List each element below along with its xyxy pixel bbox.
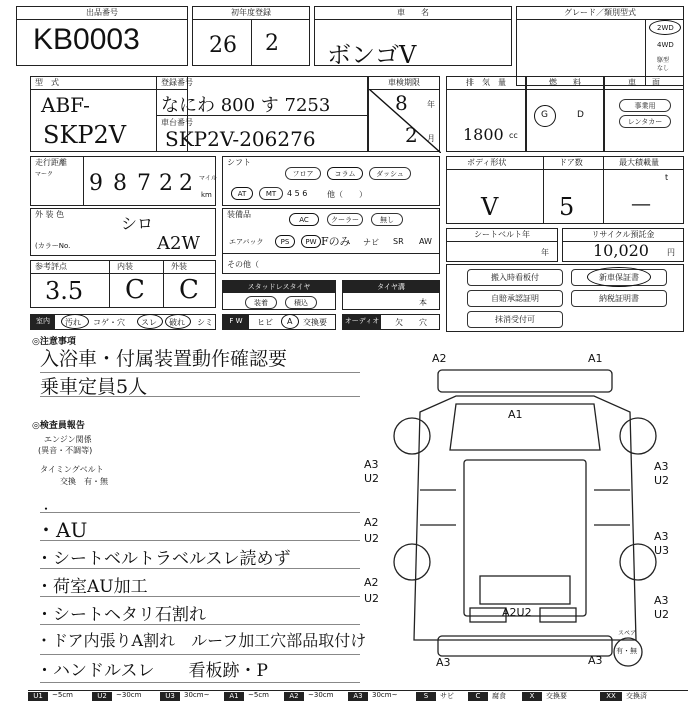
- report-item-2: ・シートベルトラベルスレ読めず: [36, 549, 291, 569]
- dmg-mark-16: A2U2: [502, 606, 532, 619]
- displacement-value: 1800: [463, 125, 504, 144]
- recycle-value: 10,020: [593, 241, 649, 260]
- model-prefix: ABF-: [41, 93, 90, 117]
- legend-u2: U2: [92, 692, 112, 701]
- ic-item-2: コゲ・穴: [93, 318, 125, 327]
- dmg-mark-14: A3: [654, 594, 669, 607]
- mileage-digit-3: 7: [137, 171, 151, 196]
- report-dot: ・: [40, 502, 53, 516]
- report-title: ◎検査員報告: [32, 421, 85, 431]
- ic-item-4: 破れ: [169, 318, 185, 327]
- ic-item-4-circle: [165, 314, 191, 329]
- color-no: A2W: [157, 233, 200, 254]
- fuel-d: D: [577, 110, 584, 120]
- notes-title: ◎注意事項: [32, 337, 76, 347]
- legend-a2-desc: ~30cm: [308, 691, 334, 699]
- grade-label: グレード／類別型式: [517, 7, 683, 20]
- shift-mt: MT: [259, 187, 283, 200]
- belt-year-char: 年: [541, 248, 549, 257]
- eq-pw-note: Fのみ: [321, 235, 351, 248]
- interior-label: 内装: [117, 262, 133, 271]
- fw-label: F W: [223, 315, 249, 329]
- body-label: ボディ形状: [467, 158, 507, 167]
- use-label: 車 面: [605, 77, 683, 90]
- dmg-mark-12: A2: [364, 576, 379, 589]
- doors-label: ドア数: [559, 158, 583, 167]
- belt-label: シートベルト年: [447, 229, 557, 242]
- use-commercial: 事業用: [619, 99, 671, 112]
- car-name-box: [314, 6, 512, 69]
- dmg-mark-17: A3: [436, 656, 451, 669]
- drive-4wd: 4WD: [657, 41, 674, 49]
- engine-label: エンジン関係: [44, 435, 92, 444]
- fw-item-2: A: [287, 317, 293, 326]
- eq-ac: AC: [289, 213, 319, 226]
- ic-item-3: スレ: [141, 318, 157, 327]
- eq-other: その他（: [227, 260, 259, 269]
- dmg-mark-8: A2: [364, 516, 379, 529]
- car-name-label: 車 名: [315, 7, 511, 20]
- eq-navi: ナビ: [363, 238, 379, 247]
- studless-label: スタッドレスタイヤ: [223, 281, 335, 293]
- studless-box: [222, 280, 336, 310]
- damage-legend: [28, 690, 688, 701]
- body-box: [446, 156, 684, 224]
- doc-tax: 納税証明書: [571, 290, 667, 307]
- notes-line-1: 入浴車・付属装置動作確認要: [40, 348, 288, 370]
- ic-item-3-circle: [137, 314, 163, 329]
- lot-number-label: 出品番号: [17, 7, 187, 20]
- doc-cancellation: 抹消受付可: [467, 311, 563, 328]
- dmg-mark-11: U3: [654, 544, 670, 557]
- legend-a1-desc: ~5cm: [248, 691, 269, 699]
- dmg-mark-13: U2: [364, 592, 380, 605]
- legend-a3: A3: [348, 692, 368, 701]
- spare-value: 有・無: [616, 647, 637, 655]
- report-item-3: ・荷室AU加工: [36, 577, 148, 597]
- equipment-label: 装備品: [227, 210, 251, 219]
- capacity-unit: t: [665, 173, 669, 182]
- score-label: 参考評点: [35, 262, 67, 271]
- car-name: ボンゴV: [327, 41, 417, 69]
- drive-other: 駆型 なし: [657, 57, 670, 72]
- lot-number: KB0003: [33, 23, 140, 56]
- dmg-mark-9: U2: [364, 532, 380, 545]
- tire-label: タイヤ溝: [343, 281, 439, 293]
- doc-warranty-circle: [587, 267, 651, 287]
- shift-label: シフト: [227, 158, 251, 167]
- legend-c: C: [468, 692, 488, 701]
- mileage-box: [30, 156, 216, 206]
- exterior-value: C: [179, 275, 199, 305]
- dmg-mark-1: A2: [432, 352, 447, 365]
- inspection-month: 2: [405, 123, 418, 147]
- dmg-mark-5: U2: [364, 472, 380, 485]
- doors-value: 5: [559, 193, 575, 221]
- tire-unit: 本: [419, 298, 427, 307]
- fw-item-3: 交換要: [303, 318, 327, 327]
- plate-number: なにわ 800 す 7253: [161, 95, 331, 116]
- fuel-box: [526, 76, 604, 152]
- inspection-year-char: 年: [427, 100, 435, 109]
- legend-u2-desc: ~30cm: [116, 691, 142, 699]
- interior-value: C: [125, 275, 145, 305]
- fuel-g: G: [541, 110, 548, 120]
- ic-item-1: 汚れ: [65, 318, 81, 327]
- displacement-unit: cc: [509, 131, 518, 140]
- dmg-mark-2: A1: [588, 352, 603, 365]
- legend-u1: U1: [28, 692, 48, 701]
- mileage-digit-4: 2: [159, 171, 173, 196]
- use-rental: レンタカー: [619, 115, 671, 128]
- report-item-4: ・シートヘタリ石割れ: [36, 605, 206, 625]
- doc-signboard: 搬入時看板付: [467, 269, 563, 286]
- legend-a3-desc: 30cm~: [372, 691, 398, 699]
- body-value: V: [481, 193, 499, 221]
- legend-x-desc: 交換要: [546, 692, 567, 700]
- mileage-digit-2: 8: [113, 171, 127, 196]
- timing-label: タイミングベルト: [40, 465, 104, 474]
- plate-box: [156, 76, 368, 152]
- recycle-unit: 円: [667, 248, 675, 257]
- doc-warranty: 新車保証書: [571, 269, 667, 286]
- exterior-label: 外装: [171, 262, 187, 271]
- drive-2wd: 2WD: [657, 24, 674, 32]
- audio-label: オーディオ: [343, 315, 381, 329]
- legend-a1: A1: [224, 692, 244, 701]
- eq-aw: AW: [419, 237, 432, 246]
- chassis-label: 車台番号: [161, 118, 193, 127]
- shift-other: 他（ ）: [327, 190, 367, 199]
- color-value: シロ: [121, 214, 154, 233]
- color-label: 外 装 色: [35, 210, 65, 219]
- recycle-label: リサイクル預託金: [563, 229, 683, 242]
- notes-line-2: 乗車定員5人: [40, 376, 148, 398]
- inspection-year: 8: [395, 91, 408, 115]
- eq-airbag: エアバック: [229, 238, 264, 246]
- car-damage-diagram: [360, 340, 690, 680]
- interior-condition-bar: [30, 314, 216, 330]
- grade-box: [516, 6, 684, 86]
- mark-label: マーク: [35, 171, 54, 178]
- plate-label: 登録番号: [161, 78, 193, 87]
- mileage-digit-5: 2: [179, 171, 193, 196]
- first-registration-box: [192, 6, 310, 66]
- shift-floor: フロア: [285, 167, 321, 180]
- report-item-6: ・ハンドルスレ 看板跡・P: [36, 661, 268, 681]
- fuel-label: 燃 料: [527, 77, 603, 90]
- dmg-mark-15: U2: [654, 608, 670, 621]
- interior-condition-label: 室内: [31, 315, 55, 329]
- inspection-box: [368, 76, 440, 152]
- legend-a2: A2: [284, 692, 304, 701]
- dmg-mark-4: A3: [364, 458, 379, 471]
- spare-label: スペア: [618, 630, 637, 637]
- legend-u1-desc: ~5cm: [52, 691, 73, 699]
- audio-item-2: 穴: [419, 318, 427, 327]
- eq-pw: PW: [301, 235, 321, 248]
- ic-item-1-circle: [61, 314, 89, 329]
- equipment-box: [222, 208, 440, 274]
- chassis-number: SKP2V-206276: [165, 127, 316, 151]
- dmg-mark-3: A1: [508, 408, 523, 421]
- legend-s-desc: サビ: [440, 692, 454, 700]
- fw-item-2-circle: [281, 314, 299, 329]
- reg-year: 26: [209, 33, 237, 58]
- report-item-1: ・AU: [36, 518, 88, 542]
- legend-c-desc: 腐食: [492, 692, 506, 700]
- displacement-box: [446, 76, 526, 152]
- shift-box: [222, 156, 440, 206]
- eq-cooler: クーラー: [327, 213, 363, 226]
- dmg-mark-10: A3: [654, 530, 669, 543]
- dmg-mark-18: A3: [588, 654, 603, 667]
- dmg-mark-6: A3: [654, 460, 669, 473]
- documents-box: [446, 264, 684, 332]
- lot-number-box: [16, 6, 188, 66]
- fw-bar: [222, 314, 336, 330]
- legend-u3: U3: [160, 692, 180, 701]
- ic-item-5: シミ: [197, 318, 213, 327]
- shift-column: コラム: [327, 167, 363, 180]
- inspection-month-char: 月: [427, 134, 435, 143]
- legend-s: S: [416, 692, 436, 701]
- legend-u3-desc: 30cm~: [184, 691, 210, 699]
- legend-xx: XX: [600, 692, 622, 701]
- report-item-5: ・ドア内張りA割れ ルーフ加工穴部品取付け: [36, 631, 367, 650]
- belt-box: [446, 228, 558, 262]
- dmg-mark-7: U2: [654, 474, 670, 487]
- studless-opt-1: 装着: [245, 296, 277, 309]
- legend-xx-desc: 交換済: [626, 692, 647, 700]
- first-registration-label: 初年度登録: [193, 7, 309, 20]
- score-box: [30, 260, 216, 308]
- engine-sub: (異音・不調等): [38, 446, 93, 455]
- studless-opt-2: 積込: [285, 296, 317, 309]
- doc-insurance: 自賠承認証明: [467, 290, 563, 307]
- capacity-label: 最大積載量: [619, 158, 659, 167]
- color-box: [30, 208, 216, 256]
- mileage-digit-1: 9: [89, 171, 103, 196]
- shift-at: AT: [231, 187, 253, 200]
- eq-none: 無し: [371, 213, 403, 226]
- model-label: 型 式: [31, 77, 187, 90]
- use-box: [604, 76, 684, 152]
- score-value: 3.5: [45, 277, 84, 305]
- timing-option: 交換 有・無: [60, 477, 108, 486]
- reg-month: 2: [265, 31, 279, 56]
- displacement-label: 排 気 量: [447, 77, 525, 90]
- legend-x: X: [522, 692, 542, 701]
- mileage-label: 走行距離: [35, 158, 67, 167]
- audio-bar: [342, 314, 440, 330]
- shift-dash: ダッシュ: [369, 167, 411, 180]
- capacity-value: —: [631, 191, 651, 215]
- eq-sr: SR: [393, 237, 404, 246]
- inspection-label: 車検期限: [369, 77, 439, 90]
- mileage-unit-km: km: [201, 191, 212, 199]
- mileage-unit-mile: マイル: [199, 175, 217, 182]
- shift-gears: 4 5 6: [287, 189, 308, 198]
- model-code: SKP2V: [43, 121, 127, 149]
- color-no-label: (カラーNo.: [35, 242, 71, 250]
- tire-box: [342, 280, 440, 310]
- audio-item-1: 欠: [395, 318, 403, 327]
- eq-ps: PS: [275, 235, 295, 248]
- recycle-box: [562, 228, 684, 262]
- drive-2wd-circle: [649, 20, 681, 35]
- fw-item-1: ヒビ: [257, 318, 273, 327]
